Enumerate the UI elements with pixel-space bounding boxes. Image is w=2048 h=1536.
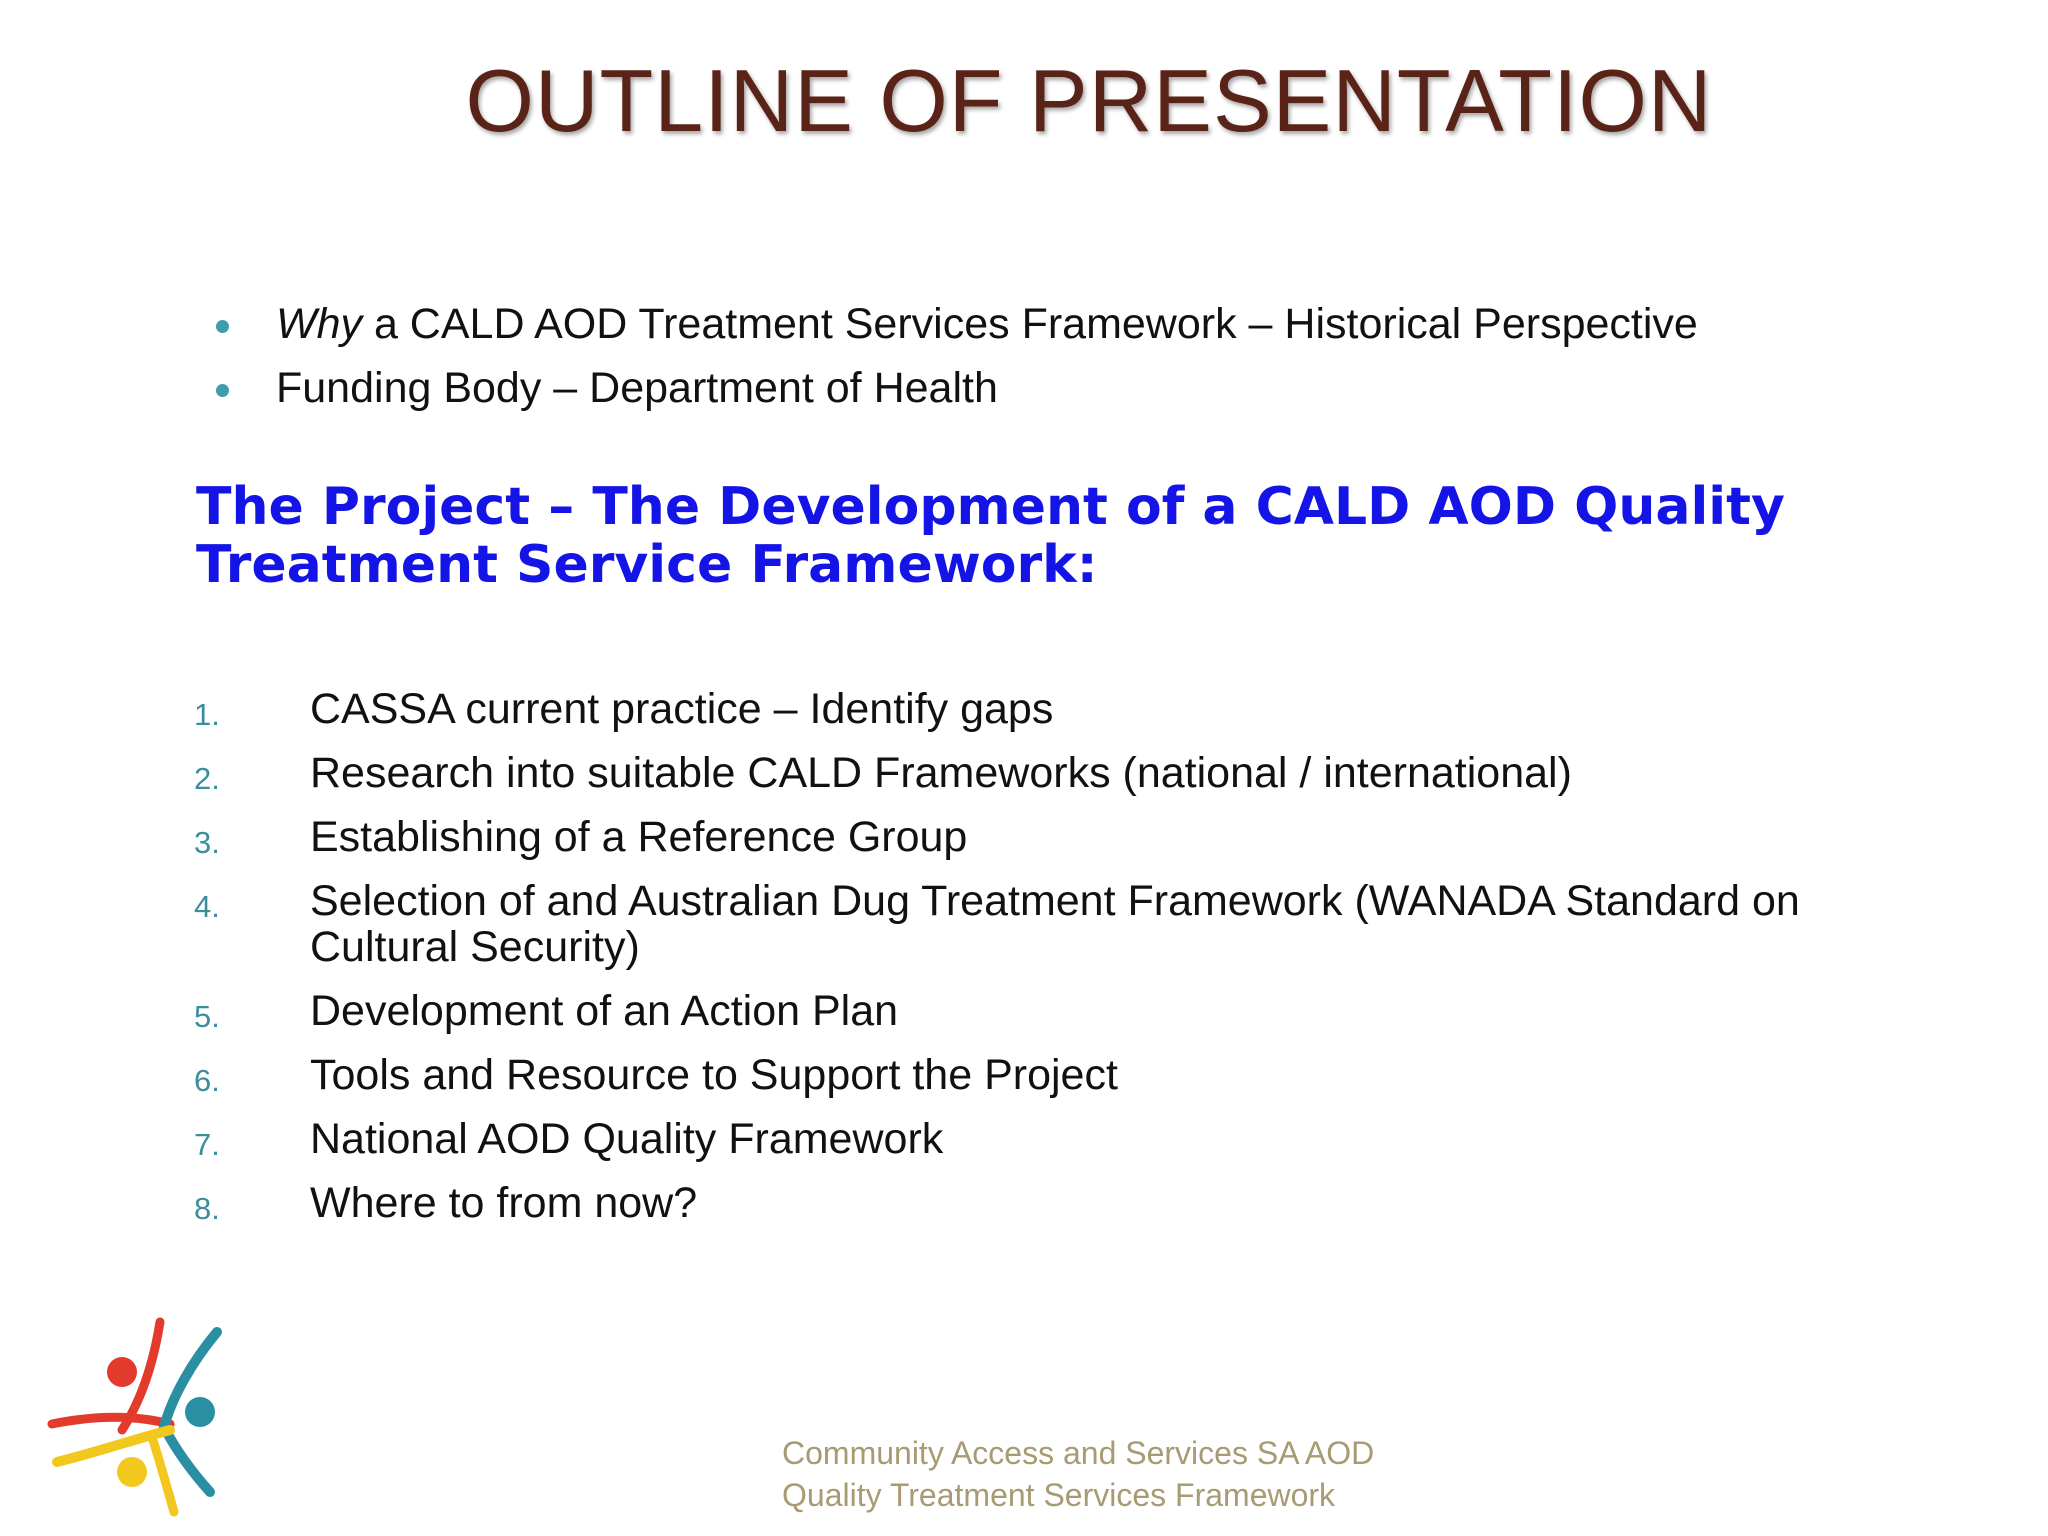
footer-line: Quality Treatment Services Framework <box>782 1477 1336 1513</box>
step-text: Research into suitable CALD Frameworks (national / international) <box>310 749 1572 797</box>
step-number: 5. <box>194 999 220 1034</box>
project-heading: The Project – The Development of a CALD AOD Quality Treatment Service Framework: <box>196 477 1785 595</box>
bullet-text: a CALD AOD Treatment Services Framework – Historical Perspective <box>362 300 1698 348</box>
bullet-dot-icon <box>216 384 229 397</box>
step-item <box>194 1116 1934 1162</box>
step-text: Selection of and Australian Dug Treatment Framework (WANADA Standard on Cultural Security) <box>310 877 1800 971</box>
footer-line: Community Access and Services SA AOD <box>782 1435 1375 1471</box>
step-item <box>194 1180 1934 1226</box>
footer-caption <box>782 1432 1374 1516</box>
step-text: Development of an Action Plan <box>310 987 899 1035</box>
step-item <box>194 750 1934 796</box>
step-text: CASSA current practice – Identify gaps <box>310 685 1054 733</box>
project-steps-list <box>194 686 1934 1244</box>
step-number: 6. <box>194 1063 220 1098</box>
step-text: Establishing of a Reference Group <box>310 813 968 861</box>
step-item <box>194 686 1934 732</box>
step-item <box>194 878 1934 970</box>
step-item <box>194 1052 1934 1098</box>
step-number: 7. <box>194 1127 220 1162</box>
bullet-text: Funding Body – Department of Health <box>276 364 998 412</box>
bullet-dot-icon <box>216 320 229 333</box>
cassa-logo-figures-icon <box>42 1312 242 1522</box>
step-text: National AOD Quality Framework <box>310 1115 944 1163</box>
step-item <box>194 988 1934 1034</box>
step-number: 3. <box>194 825 220 860</box>
bullet-item <box>212 292 1698 356</box>
step-number: 1. <box>194 697 220 732</box>
bullet-emphasis: Why <box>276 300 362 348</box>
intro-bullet-list <box>212 292 1698 420</box>
step-number: 8. <box>194 1191 220 1226</box>
step-number: 4. <box>194 889 220 924</box>
step-number: 2. <box>194 761 220 796</box>
step-text: Where to from now? <box>310 1179 698 1227</box>
step-text: Tools and Resource to Support the Project <box>310 1051 1118 1099</box>
slide-title: OUTLINE OF PRESENTATION <box>465 51 1713 150</box>
bullet-item <box>212 356 1698 420</box>
step-item <box>194 814 1934 860</box>
